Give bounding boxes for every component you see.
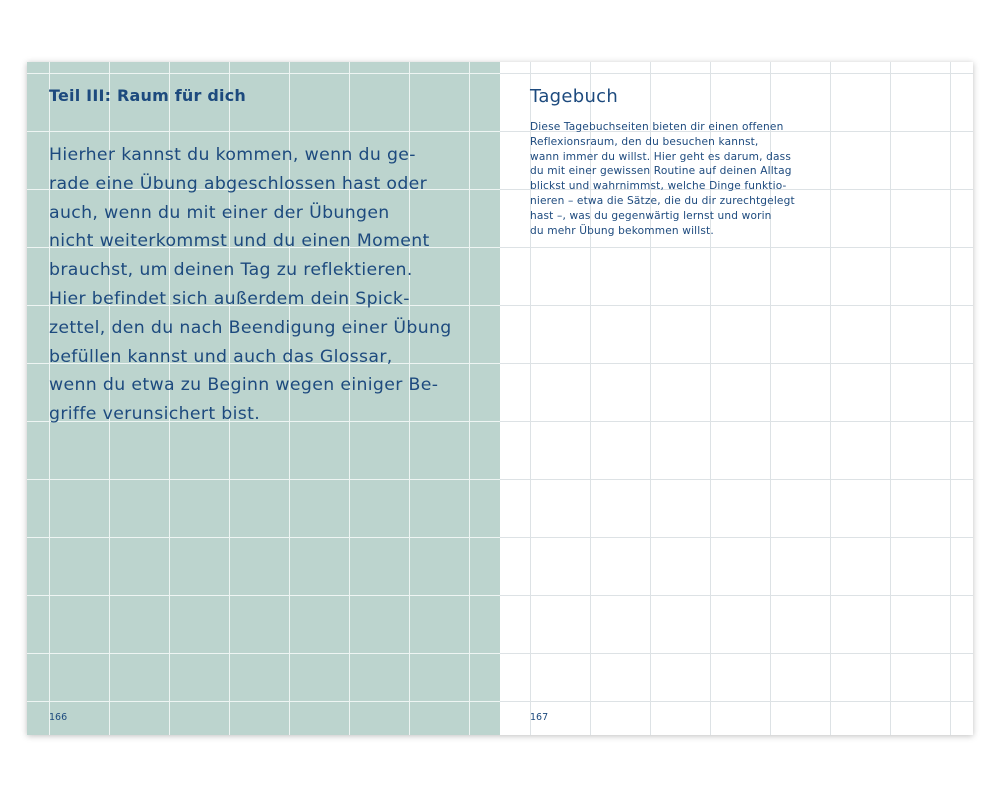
- body-line: befüllen kannst und auch das Glossar,: [49, 346, 393, 367]
- intro-line: hast –, was du gegenwärtig lernst und worin: [530, 209, 772, 222]
- right-page: [500, 62, 973, 735]
- body-line: auch, wenn du mit einer der Übungen: [49, 202, 390, 223]
- body-paragraph: [49, 141, 479, 429]
- body-line: zettel, den du nach Beendigung einer Übung: [49, 317, 452, 338]
- body-line: rade eine Übung abgeschlossen hast oder: [49, 173, 428, 194]
- body-line: Hierher kannst du kommen, wenn du ge-: [49, 145, 416, 165]
- section-title: Teil III: Raum für dich: [49, 86, 246, 105]
- intro-line: du mehr Übung bekommen willst.: [530, 224, 714, 237]
- body-line: griffe verunsichert bist.: [49, 404, 261, 425]
- page-number-left: 166: [49, 712, 68, 723]
- intro-line: blickst und wahrnimmst, welche Dinge funktio-: [530, 180, 787, 193]
- intro-line: Diese Tagebuchseiten bieten dir einen offenen: [530, 121, 784, 133]
- book-spread: [27, 62, 973, 735]
- intro-line: wann immer du willst. Hier geht es darum, dass: [530, 150, 792, 163]
- body-line: nicht weiterkommst und du einen Moment: [49, 231, 430, 252]
- page-number-right: 167: [530, 712, 549, 723]
- body-line: wenn du etwa zu Beginn wegen einiger Be-: [49, 375, 439, 396]
- body-line: brauchst, um deinen Tag zu reflektieren.: [49, 260, 413, 281]
- intro-line: du mit einer gewissen Routine auf deinen Alltag: [530, 165, 792, 178]
- diary-intro-paragraph: [530, 120, 850, 238]
- diary-title: Tagebuch: [530, 86, 619, 107]
- intro-line: nieren – etwa die Sätze, die du dir zurechtgelegt: [530, 194, 795, 207]
- intro-line: Reflexionsraum, den du besuchen kannst,: [530, 135, 759, 148]
- body-line: Hier befindet sich außerdem dein Spick-: [49, 288, 410, 309]
- left-page: [27, 62, 500, 735]
